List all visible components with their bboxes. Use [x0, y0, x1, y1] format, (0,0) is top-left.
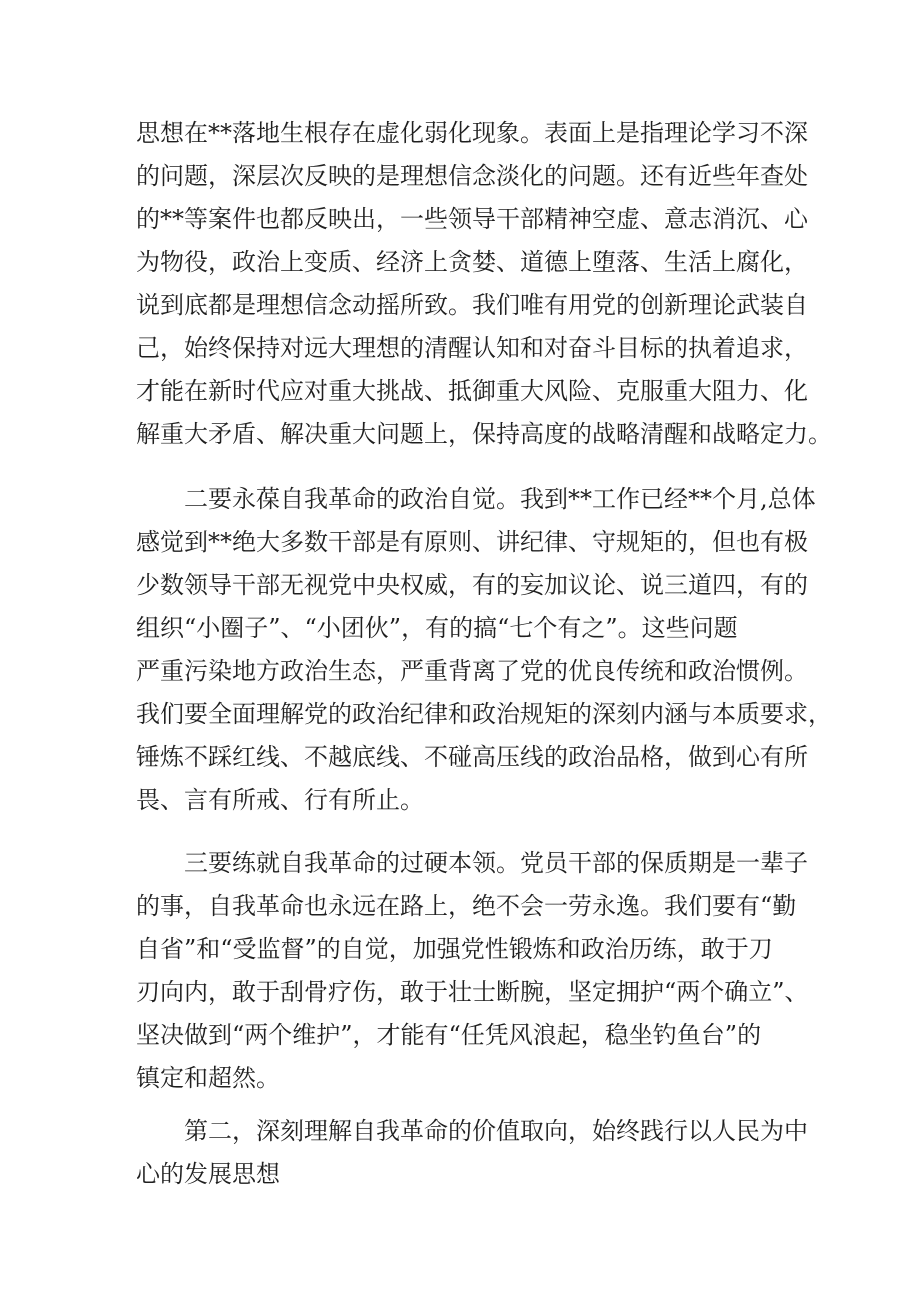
text-line: 感觉到**绝大多数干部是有原则、讲纪律、守规矩的，但也有极: [136, 528, 808, 556]
text-line: 坚决做到“两个维护”，才能有“任凭风浪起，稳坐钓鱼台”的: [136, 1021, 762, 1049]
text-line: 畏、言有所戒、行有所止。: [136, 786, 424, 814]
paragraph-2: [136, 478, 832, 822]
text-line: 少数领导干部无视党中央权威，有的妄加议论、说三道四，有的: [136, 571, 808, 599]
text-line: 思想在**落地生根存在虚化弱化现象。表面上是指理论学习不深: [136, 119, 808, 147]
text-line: 严重污染地方政治生态，严重背离了党的优良传统和政治惯例。: [136, 657, 808, 685]
text-line: 二要永葆自我革命的政治自觉。我到**工作已经**个月,总体: [184, 485, 816, 513]
text-line: 我们要全面理解党的政治纪律和政治规矩的深刻内涵与本质要求，: [136, 700, 832, 728]
text-line: 镇定和超然。: [136, 1064, 280, 1092]
text-line: 的问题，深层次反映的是理想信念淡化的问题。还有近些年查处: [136, 162, 808, 190]
text-line: 组织“小圈子”、“小团伙”，有的搞“七个有之”。这些问题: [136, 614, 738, 642]
text-line: 的**等案件也都反映出，一些领导干部精神空虚、意志消沉、心: [136, 205, 808, 233]
text-line: 心的发展思想: [136, 1160, 280, 1188]
text-line: 才能在新时代应对重大挑战、抵御重大风险、克服重大阻力、化: [136, 377, 808, 405]
paragraph-3: [136, 842, 809, 1100]
text-line: 锤炼不踩红线、不越底线、不碰高压线的政治品格，做到心有所: [136, 743, 808, 771]
text-line: 为物役，政治上变质、经济上贪婪、道德上堕落、生活上腐化，: [136, 248, 808, 276]
text-line: 解重大矛盾、解决重大问题上，保持高度的战略清醒和战略定力。: [136, 420, 832, 448]
paragraph-1: [136, 112, 832, 456]
text-line: 的事，自我革命也永远在路上，绝不会一劳永逸。我们要有“勤: [136, 892, 797, 920]
text-line: 自省”和“受监督”的自觉，加强党性锻炼和政治历练，敢于刀: [136, 935, 773, 963]
text-line: 刃向内，敢于刮骨疗伤，敢于壮士断腕，坚定拥护“两个确立”、: [136, 978, 809, 1006]
text-line: 己，始终保持对远大理想的清醒认知和对奋斗目标的执着追求，: [136, 334, 808, 362]
text-line: 说到底都是理想信念动摇所致。我们唯有用党的创新理论武装自: [136, 291, 808, 319]
text-line: 三要练就自我革命的过硬本领。党员干部的保质期是一辈子: [184, 849, 808, 877]
text-line: 第二，深刻理解自我革命的价值取向，始终践行以人民为中: [184, 1117, 808, 1145]
section-heading: [136, 1110, 808, 1196]
